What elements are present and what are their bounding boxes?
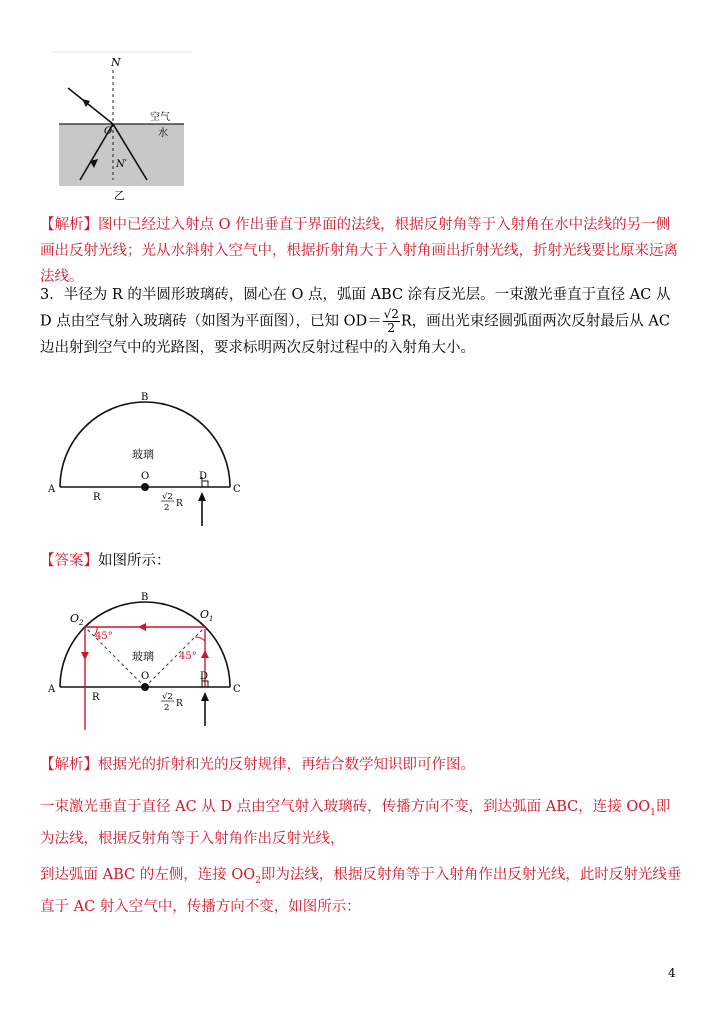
fraction-numerator: √2	[383, 307, 399, 321]
subscript: 1	[650, 807, 656, 818]
analysis-paragraph-3	[40, 794, 682, 852]
label-b: B	[141, 592, 149, 603]
label-r: R	[93, 492, 101, 503]
fraction-od	[383, 308, 400, 335]
od-numerator: √2	[162, 492, 173, 502]
label-n: N	[111, 56, 121, 69]
label-c: C	[233, 684, 241, 695]
od-denominator: 2	[164, 703, 170, 713]
figure-caption: 乙	[114, 189, 125, 200]
label-n-prime: N′	[116, 159, 128, 170]
analysis-tag: 【解析】	[40, 217, 98, 233]
figure-answer-diagram	[40, 588, 250, 733]
angle-arc-1	[195, 637, 205, 641]
label-glass: 玻璃	[132, 448, 154, 461]
label-water: 水	[158, 128, 168, 139]
arrow-icon	[82, 99, 90, 107]
od-numerator: √2	[162, 692, 173, 702]
subscript: 2	[255, 875, 261, 886]
paragraph-text: 即为法线，根据反射角等于入射角作出反射光线，	[40, 799, 671, 847]
center-point	[141, 683, 149, 691]
label-c: C	[233, 484, 241, 495]
label-o: O	[141, 671, 150, 682]
analysis-paragraph-2	[40, 752, 682, 778]
arrow-icon	[81, 652, 89, 660]
figure-refraction-reflection	[50, 50, 195, 200]
paragraph-text: 到达弧面 ABC 的左侧，连接 OO	[40, 867, 256, 883]
analysis-tag: 【解析】	[40, 757, 98, 773]
od-unit: R	[176, 699, 183, 709]
label-o: O	[104, 126, 113, 137]
label-d: D	[200, 671, 209, 682]
question-text-b: R，画出光束经圆弧面两次反射最后从 AC 边出射到空气中的光路图，要求标明两次反射过程中的入射角大小。	[40, 313, 670, 356]
paragraph-text: 即为法线，根据反射角等于入射角作出反射光线，此时反射光线垂直于 AC 射入空气中，传播方向不变，如图所示：	[40, 867, 682, 915]
label-a: A	[48, 484, 56, 495]
od-unit: R	[176, 499, 183, 509]
label-b: B	[141, 392, 149, 403]
analysis-paragraph-4	[40, 862, 682, 920]
page-number: 4	[668, 966, 676, 980]
label-o1: $O_1$	[200, 608, 214, 623]
label-o2: $O_2$	[70, 612, 84, 627]
angle-label-2: 45°	[95, 631, 113, 642]
od-denominator: 2	[164, 503, 170, 513]
label-r: R	[92, 692, 100, 703]
label-o: O	[141, 471, 150, 482]
label-a: A	[48, 684, 56, 695]
label-glass: 玻璃	[132, 650, 154, 663]
analysis-paragraph-1	[40, 212, 682, 290]
analysis-text: 图中已经过入射点 O 作出垂直于界面的法线，根据反射角等于入射角在水中法线的另一侧画出反射光线；光从水斜射入空气中，根据折射角大于入射角画出折射光线，折射光线要比原来远离法线。	[40, 217, 678, 285]
label-d: D	[199, 471, 208, 482]
figure-question-diagram	[40, 388, 250, 533]
analysis-text: 根据光的折射和光的反射规律，再结合数学知识即可作图。	[98, 757, 475, 773]
question-3	[40, 282, 682, 361]
arrow-icon	[138, 623, 146, 631]
answer-text: 如图所示：	[98, 553, 171, 569]
arrow-icon	[201, 692, 209, 701]
fraction-denominator: 2	[387, 321, 396, 335]
question-text-a: 3．半径为 R 的半圆形玻璃砖，圆心在 O 点，弧面 ABC 涂有反光层。一束激光垂直于直径 AC 从 D 点由空气射入玻璃砖（如图为平面图），已知 OD＝	[40, 287, 671, 330]
answer-tag: 【答案】	[40, 553, 98, 569]
arrow-icon	[198, 492, 206, 501]
answer-line	[40, 548, 682, 574]
center-point	[141, 483, 149, 491]
angle-label-1: 45°	[179, 651, 197, 662]
paragraph-text: 一束激光垂直于直径 AC 从 D 点由空气射入玻璃砖，传播方向不变，到达弧面 ABC，连接 OO	[40, 799, 651, 815]
refracted-ray	[68, 88, 113, 124]
arrow-icon	[201, 650, 209, 658]
label-air: 空气	[150, 112, 170, 123]
